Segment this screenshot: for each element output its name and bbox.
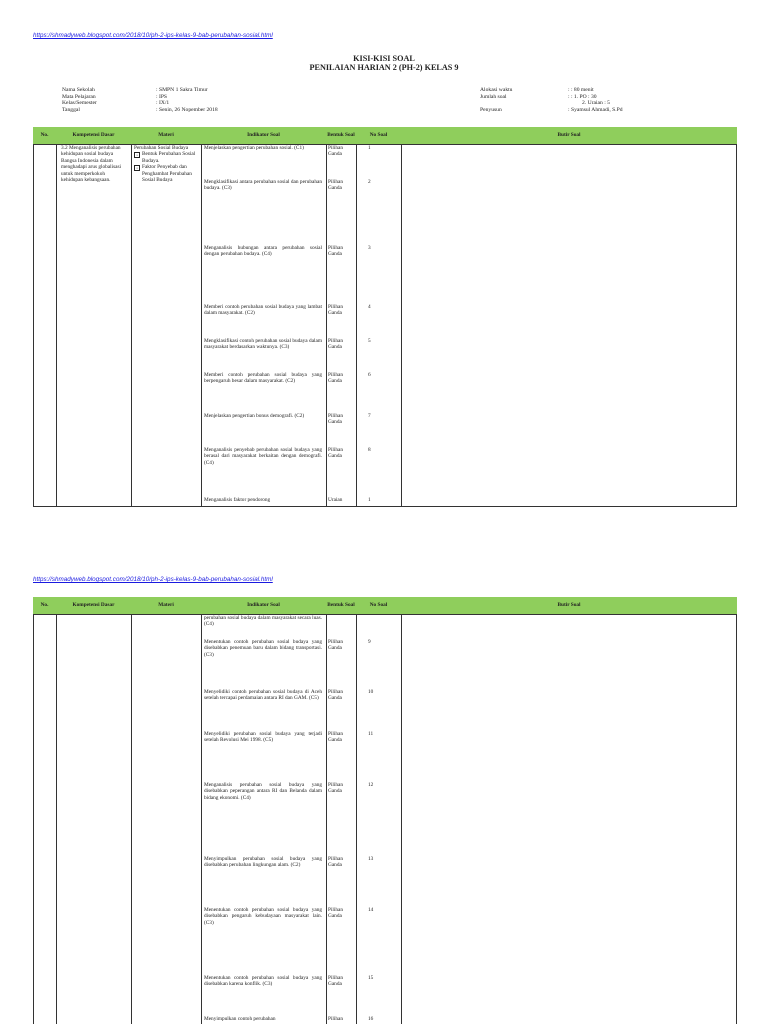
indikator-text: Menyelidiki contoh perubahan sosial budaya di Aceh setelah tercapai perdamaian antara RI dan GAM. (C5): [204, 689, 322, 702]
meta-value: : IPS: [156, 93, 168, 100]
bentuk-soal-text: Pilihan Ganda: [328, 338, 344, 351]
indikator-text: Menentukan contoh perubahan sosial budaya yang disebabkan karena konflik. (C3): [204, 975, 322, 988]
divider: [33, 144, 34, 507]
divider: [56, 144, 57, 507]
indikator-text: Menjelaskan pengertian bonus demografi. (C2): [204, 413, 305, 419]
bentuk-soal-text: Pilihan Ganda: [328, 145, 344, 158]
header-no-soal: No Soal: [369, 131, 388, 138]
indikator-text: perubahan sosial budaya dalam masyarakat secara luas. (C4): [204, 615, 322, 628]
materi-cell: [134, 145, 198, 183]
no-soal-text: 11: [368, 731, 374, 737]
header-no: No.: [40, 131, 49, 138]
no-soal-text: 6: [368, 372, 371, 378]
bentuk-soal-text: Pilihan Ganda: [328, 689, 344, 702]
divider: [33, 614, 34, 1024]
bentuk-soal-text: Pilihan Ganda: [328, 975, 344, 988]
no-soal-text: 7: [368, 413, 371, 419]
no-soal-text: 14: [368, 907, 374, 913]
no-soal-text: 5: [368, 338, 371, 344]
meta-label: Tanggal: [62, 106, 80, 113]
table-header: [33, 597, 737, 614]
meta-value: 2. Uraian : 5: [582, 100, 610, 107]
list-item: [134, 164, 198, 183]
bentuk-soal-text: Pilihan Ganda: [328, 856, 344, 869]
meta-value: : : 80 menit: [568, 87, 594, 93]
header-no: No.: [40, 601, 49, 608]
divider: [326, 614, 327, 1024]
divider: [131, 144, 132, 507]
indikator-text: Menyimpulkan perubahan sosial budaya yang disebabkan perubahan lingkungan alam. (C2): [204, 856, 322, 869]
header-bentuk-soal: Bentuk Soal: [327, 601, 355, 608]
no-soal-text: 12: [368, 782, 374, 788]
header-materi: Materi: [158, 131, 174, 138]
meta-value: : IX/1: [156, 100, 170, 107]
meta-label: Kelas/Semester: [62, 100, 97, 107]
kisi-kisi-table-page2: [33, 597, 737, 1024]
source-url-link[interactable]: https://shmadyweb.blogspot.com/2018/10/ph-2-ips-kelas-9-bab-perubahan-sosial.html: [33, 32, 273, 39]
indikator-text: Menentukan contoh perubahan sosial budaya yang disebabkan penemuan baru dalam bidang transportasi. (C3): [204, 639, 322, 658]
no-soal-text: 4: [368, 304, 371, 310]
table-header: [33, 127, 737, 144]
no-soal-text: 9: [368, 639, 371, 645]
header-no-soal: No Soal: [369, 601, 388, 608]
no-soal-text: 8: [368, 447, 371, 453]
meta-value: : : 1. PO : 30: [568, 93, 597, 100]
divider: [33, 614, 737, 615]
no-soal-text: 13: [368, 856, 374, 862]
divider: [356, 614, 357, 1024]
no-soal-text: 1: [368, 497, 371, 503]
header-butir-soal: Butir Soal: [557, 601, 581, 608]
bentuk-soal-text: Pilihan Ganda: [328, 731, 344, 744]
document-subtitle: PENILAIAN HARIAN 2 (PH-2) KELAS 9: [309, 63, 459, 72]
meta-value: : SMPN 1 Sakra Timur: [156, 87, 208, 93]
kompetensi-dasar-text: 3.2 Menganalisis perubahan kehidupan sosial budaya Bangsa Indonesia dalam menghadapi arus globalisasi untuk memperkokoh kehidupan kebangsaan.: [61, 145, 122, 184]
materi-item-label: Bentuk Perubahan Sosial Budaya.: [142, 151, 196, 164]
header-materi: Materi: [158, 601, 174, 608]
bentuk-soal-text: Pilihan: [328, 1016, 344, 1022]
bullet-icon: ▪: [134, 152, 140, 158]
bentuk-soal-text: Pilihan Ganda: [328, 413, 344, 426]
indikator-text: Menganalisis penyebab perubahan sosial budaya yang berasal dari masyarakat berkaitan dengan demografi. (C4): [204, 447, 322, 466]
no-soal-text: 10: [368, 689, 374, 695]
divider: [401, 144, 402, 507]
materi-title: Perubahan Sosial Budaya: [134, 145, 189, 151]
no-soal-text: 1: [368, 145, 371, 151]
indikator-text: Menyelidiki perubahan sosial budaya yang terjadi setelah Revolusi Mei 1998. (C5): [204, 731, 322, 744]
header-indikator: Indikator Soal: [247, 131, 280, 138]
divider: [326, 144, 327, 507]
bentuk-soal-text: Pilihan Ganda: [328, 447, 344, 460]
source-url-link[interactable]: https://shmadyweb.blogspot.com/2018/10/ph-2-ips-kelas-9-bab-perubahan-sosial.html: [33, 576, 273, 583]
bentuk-soal-text: Pilihan Ganda: [328, 782, 344, 795]
indikator-text: Menentukan contoh perubahan sosial budaya yang disebabkan pengaruh kebudayaan masyarakat lain. (C3): [204, 907, 322, 926]
header-kompetensi-dasar: Kompetensi Dasar: [72, 601, 115, 608]
no-soal-text: 3: [368, 245, 371, 251]
bentuk-soal-text: Pilihan Ganda: [328, 179, 344, 192]
indikator-text: Menganalisis faktor pendorong: [204, 497, 271, 503]
document-title: KISI-KISI SOAL: [353, 54, 415, 63]
bentuk-soal-text: Pilihan Ganda: [328, 372, 344, 385]
divider: [736, 144, 737, 507]
bullet-icon: ▪: [134, 165, 140, 171]
indikator-text: Memberi contoh perubahan sosial budaya yang lambat dalam masyarakat. (C2): [204, 304, 322, 317]
materi-item-label: Faktor Penyebab dan Penghambat Perubahan Sosial Budaya: [142, 164, 192, 184]
list-item: [134, 151, 198, 164]
divider: [56, 614, 57, 1024]
bentuk-soal-text: Pilihan Ganda: [328, 245, 344, 258]
indikator-text: Menjelaskan pengertian perubahan sosial. (C1): [204, 145, 304, 151]
header-bentuk-soal: Bentuk Soal: [327, 131, 355, 138]
materi-list: [134, 151, 198, 183]
meta-label: Penyusun: [480, 106, 502, 113]
bentuk-soal-text: Pilihan Ganda: [328, 639, 344, 652]
kisi-kisi-table-page1: [33, 127, 737, 507]
bentuk-soal-text: Pilihan Ganda: [328, 304, 344, 317]
header-kompetensi-dasar: Kompetensi Dasar: [72, 131, 115, 138]
divider: [736, 614, 737, 1024]
bentuk-soal-text: Uraian: [328, 497, 343, 503]
divider: [201, 614, 202, 1024]
divider: [401, 614, 402, 1024]
indikator-text: Menganalisis hubungan antara perubahan sosial dengan perubahan budaya. (C4): [204, 245, 322, 258]
indikator-text: Memberi contoh perubahan sosial budaya yang berpengaruh besar dalam masyarakat. (C2): [204, 372, 322, 385]
meta-label: Alokasi waktu: [480, 87, 513, 93]
indikator-text: Mengklasifikasi contoh perubahan sosial budaya dalam masyarakat berdasarkan waktunya. (C3): [204, 338, 322, 351]
indikator-text: Mengklasifikasi antara perubahan sosial dan perubahan budaya. (C3): [204, 179, 322, 192]
meta-label: Mata Pelajaran: [62, 93, 96, 100]
divider: [131, 614, 132, 1024]
bentuk-soal-text: Pilihan Ganda: [328, 907, 344, 920]
indikator-text: Menganalisis perubahan sosial budaya yang disebabkan peperangan antara RI dan Belanda dalam bidang ekonomi. (C4): [204, 782, 322, 801]
header-indikator: Indikator Soal: [247, 601, 280, 608]
divider: [33, 506, 737, 507]
header-butir-soal: Butir Soal: [557, 131, 581, 138]
meta-label: Jumlah soal: [480, 93, 507, 100]
no-soal-text: 16: [368, 1016, 374, 1022]
no-soal-text: 2: [368, 179, 371, 185]
meta-value: : Senin, 26 Nopember 2018: [156, 106, 218, 113]
divider: [201, 144, 202, 507]
meta-value: : Syamsul Ahmadi, S.Pd: [568, 106, 623, 113]
meta-label: Nama Sekolah: [62, 87, 95, 93]
no-soal-text: 15: [368, 975, 374, 981]
indikator-text: Menyimpulkan contoh perubahan: [204, 1016, 276, 1022]
